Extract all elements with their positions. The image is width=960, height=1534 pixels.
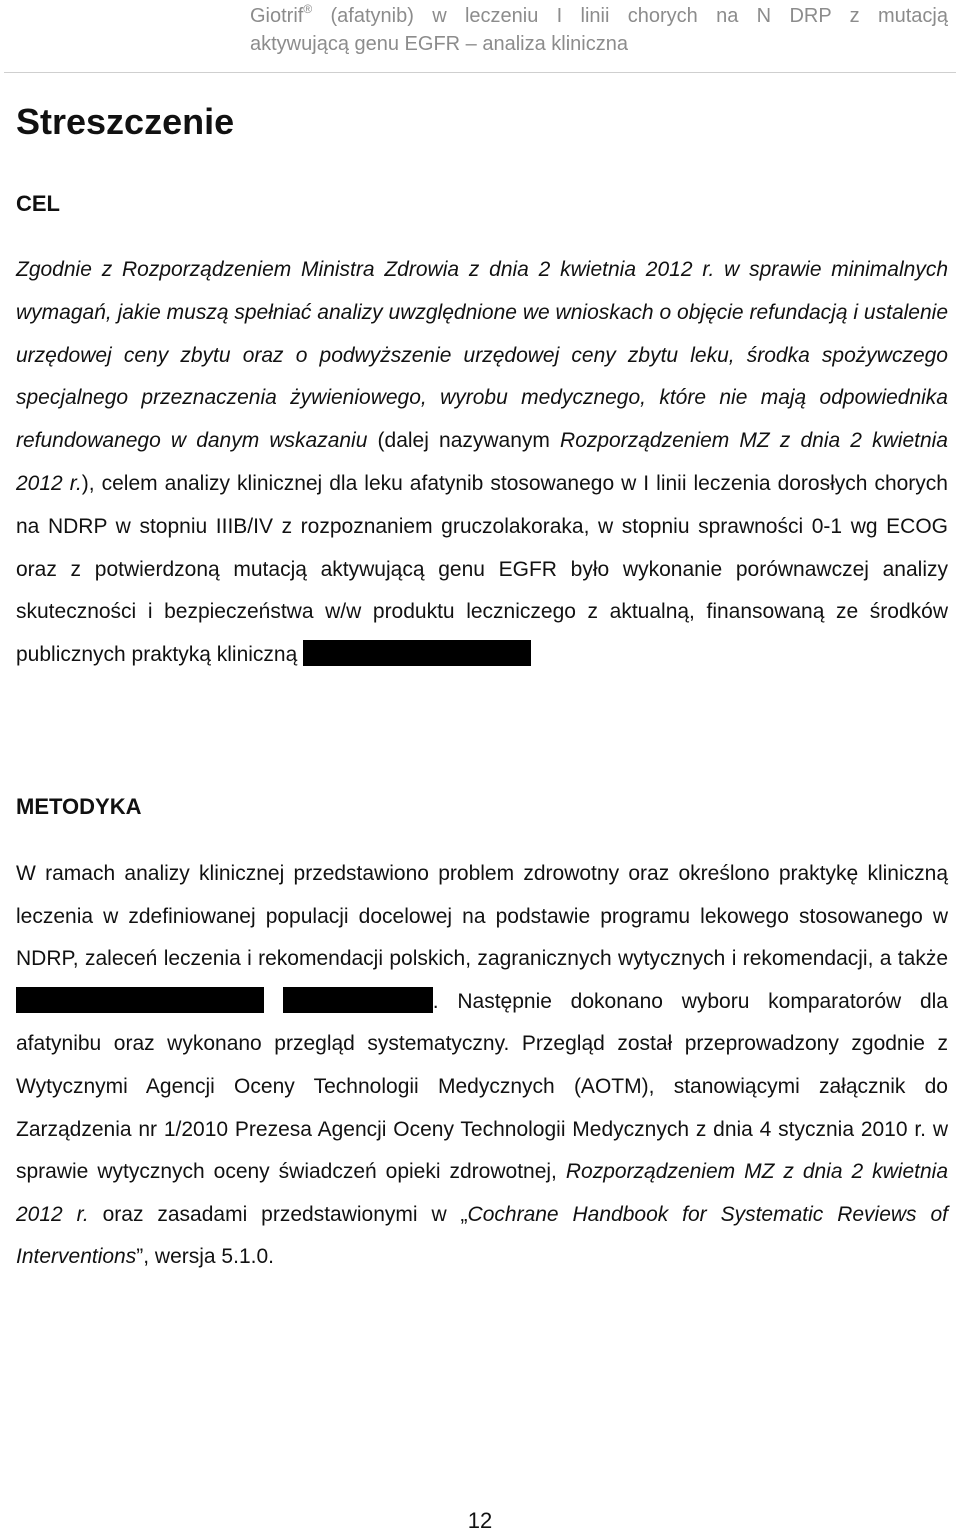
page-number: 12: [467, 1508, 493, 1533]
cel-regulation-short: Rozporządzeniem MZ z dnia 2 kwietnia 2012 r.: [16, 429, 948, 495]
redaction-block: [303, 640, 531, 666]
metodyka-paragraph: [16, 853, 948, 1279]
section-heading-cel: CEL: [16, 191, 60, 216]
running-header: [250, 2, 948, 58]
cel-text-rest: ), celem analizy klinicznej dla leku afatynib stosowanego w I linii leczenia dorosłych chorych na NDRP w stopniu IIIB/IV z rozpoznaniem gruczolakoraka, w stopniu sprawności 0-1 wg ECOG oraz z potwierdzoną mutacją aktywującą genu EGFR było wykonanie porównawczej analizy skuteczności i bezpieczeństwa w/w produktu leczniczego z aktualną, finansowaną ze środków publicznych praktyką kliniczną: [16, 471, 948, 667]
redaction-block: [283, 987, 433, 1013]
metodyka-regulation-short: Rozporządzeniem MZ z dnia 2 kwietnia 2012 r.: [16, 1160, 949, 1226]
registered-mark: ®: [303, 2, 313, 16]
cel-paragraph: [16, 249, 948, 677]
header-line2: aktywującą genu EGFR – analiza kliniczna: [250, 33, 628, 55]
cel-regulation-text: Zgodnie z Rozporządzeniem Ministra Zdrowia z dnia 2 kwietnia 2012 r. w sprawie minimalnych wymagań, jakie muszą spełniać analizy uwzględnione we wnioskach o objęcie refundacją i ustalenie urzędowej ceny zbytu oraz o podwyższenie urzędowej ceny zbytu leku, środka spożywczego specjalnego przeznaczenia żywieniowego, wyrobu medycznego, które nie mają odpowiednika refundowanego w danym wskazaniu: [16, 258, 948, 453]
metodyka-text-2: . Następnie dokonano wyboru komparatorów dla afatynibu oraz wykonano przegląd systematyczny. Przegląd został przeprowadzony zgodnie z Wytycznymi Agencji Oceny Technologii Medycznych (AOTM), stanowiącymi załącznik do Zarządzenia nr 1/2010 Prezesa Agencji Oceny Technologii Medycznych z dnia 4 stycznia 2010 r. w sprawie wytycznych oceny świadczeń opieki zdrowotnej,: [16, 989, 948, 1184]
redaction-block: [16, 987, 264, 1013]
page-title: Streszczenie: [16, 101, 235, 142]
metodyka-text-1: W ramach analizy klinicznej przedstawiono problem zdrowotny oraz określono praktykę kliniczną leczenia w zdefiniowanej populacji docelowej na podstawie programu lekowego stosowanego w NDRP, zaleceń leczenia i rekomendacji polskich, zagranicznych wytycznych i rekomendacji, a także: [16, 862, 948, 971]
header-drug-name: Giotrif: [250, 5, 304, 27]
cochrane-handbook-title: Cochrane Handbook for Systematic Reviews of Interventions: [16, 1202, 948, 1269]
header-line1-rest: (afatynib) w leczeniu I linii chorych na N DRP z mutacją: [312, 5, 948, 27]
metodyka-text-3: oraz zasadami przedstawionymi w „: [88, 1202, 468, 1226]
cel-text-mid: (dalej nazywanym: [367, 429, 561, 453]
header-divider: [4, 72, 956, 73]
section-heading-metodyka: METODYKA: [16, 794, 142, 819]
metodyka-text-4: ”, wersja 5.1.0.: [136, 1245, 274, 1269]
